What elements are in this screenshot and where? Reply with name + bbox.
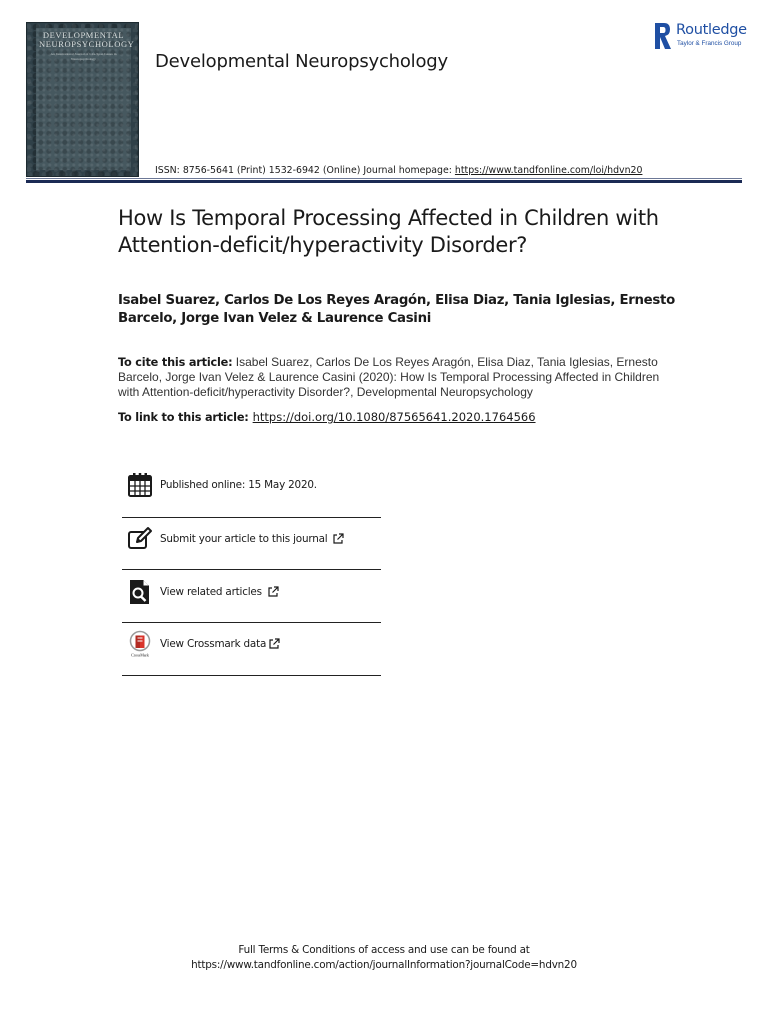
published-online-row [122, 465, 381, 505]
citation-label: To cite this article: [118, 356, 233, 369]
published-date: Published online: 15 May 2020. [160, 479, 317, 491]
doi-link[interactable]: https://doi.org/10.1080/87565641.2020.1764566 [252, 410, 536, 424]
article-link-label: To link to this article: [118, 411, 249, 424]
publisher-name: Routledge [676, 22, 747, 38]
related-articles-label: View related articles [160, 586, 262, 598]
footer-line-1: Full Terms & Conditions of access and use can be found at [238, 944, 530, 956]
svg-text:CrossMark: CrossMark [131, 652, 149, 658]
crossmark-icon [126, 630, 154, 658]
routledge-logo-icon [654, 22, 672, 50]
related-articles-link[interactable] [122, 572, 381, 612]
article-title: How Is Temporal Processing Affected in Children with Attention-deficit/hyperactivity Disorder? [118, 206, 659, 257]
journal-cover-image [26, 22, 139, 177]
external-link-icon [267, 586, 279, 598]
footer-terms [0, 943, 768, 973]
journal-homepage-link[interactable]: https://www.tandfonline.com/loi/hdvn20 [454, 165, 643, 176]
article-link [118, 410, 536, 424]
calendar-icon [126, 471, 154, 499]
info-divider [122, 517, 381, 518]
submit-article-link[interactable] [122, 519, 381, 559]
cover-title: DEVELOPMENTAL NEUROPSYCHOLOGY [39, 30, 135, 49]
cover-subtitle: An International Journal of Life-Span Issues in Neuropsychology [50, 52, 117, 61]
info-divider [122, 569, 381, 570]
article-authors: Isabel Suarez, Carlos De Los Reyes Aragón, Elisa Diaz, Tania Iglesias, Ernesto Barcelo, Jorge Ivan Velez & Laurence Casini [118, 293, 675, 326]
edit-icon [126, 525, 154, 553]
citation [118, 355, 678, 400]
info-divider [122, 622, 381, 623]
external-link-icon [268, 638, 280, 650]
citation-text: Isabel Suarez, Carlos De Los Reyes Aragón, Elisa Diaz, Tania Iglesias, Ernesto Barcelo, Jorge Ivan Velez & Laurence Casini (2020): How Is Temporal Processing Affected in Children with Attention-deficit/hyperactivity Disorder?, Developmental Neuropsychology [118, 355, 660, 399]
header-rule-thin [26, 178, 742, 179]
submit-article-label: Submit your article to this journal [160, 533, 328, 545]
external-link-icon [332, 533, 344, 545]
issn-line: ISSN: 8756-5641 (Print) 1532-6942 (Online) Journal homepage: https://www.tandfonline.com/loi/hdvn20 [155, 165, 643, 176]
info-divider [122, 675, 381, 676]
crossmark-label: View Crossmark data [160, 638, 267, 650]
footer-terms-link[interactable]: https://www.tandfonline.com/action/journalInformation?journalCode=hdvn20 [191, 959, 577, 971]
header-rule [26, 180, 742, 183]
document-search-icon [126, 578, 154, 606]
publisher-group: Taylor & Francis Group [677, 40, 742, 47]
crossmark-link[interactable] [122, 624, 381, 664]
journal-name: Developmental Neuropsychology [155, 51, 448, 72]
